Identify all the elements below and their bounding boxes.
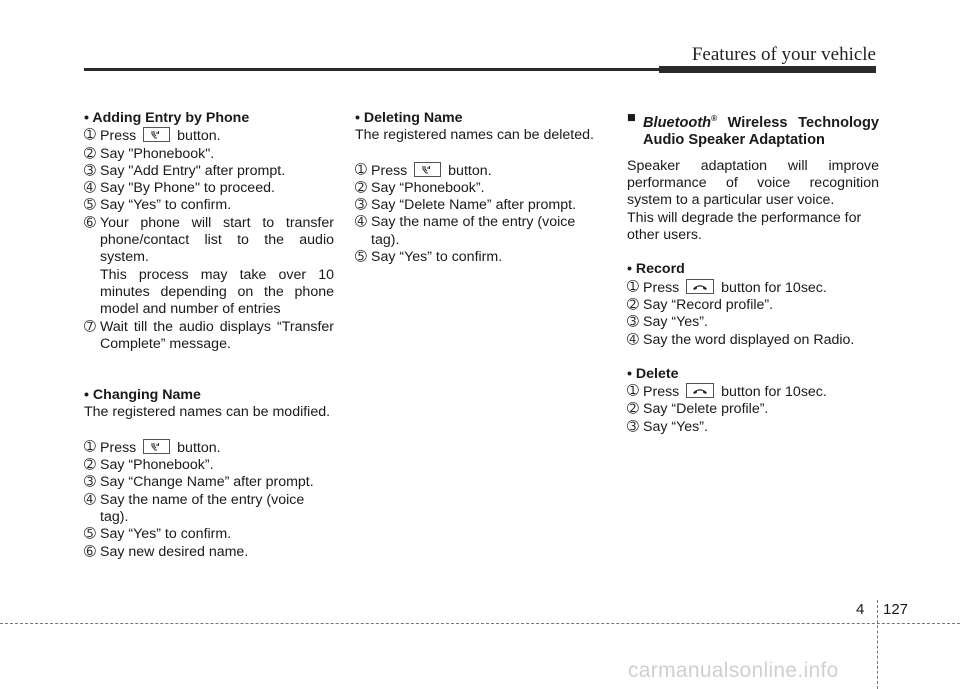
- voice-talk-icon: [143, 127, 170, 142]
- changing-step-4: ➃ Say the name of the entry (voice tag).: [84, 491, 305, 525]
- adding-step-7: ➆ Wait till the audio displays “Transfer Complete” message.: [84, 318, 334, 352]
- changing-step-2: ➁ Say “Phonebook”.: [84, 457, 214, 474]
- phone-end-icon: [686, 383, 714, 398]
- page-number: 127: [883, 601, 909, 618]
- phone-end-icon: [686, 279, 714, 294]
- adding-entry-heading: • Adding Entry by Phone: [84, 110, 250, 126]
- changing-step-5: ➄ Say “Yes” to confirm.: [84, 526, 232, 543]
- section-header-title: Features of your vehicle: [691, 44, 876, 65]
- changing-intro: The registered names can be modified.: [84, 404, 331, 421]
- delete-step-3: ➂ Say “Yes”.: [627, 418, 708, 435]
- column-2: [355, 110, 605, 266]
- adding-step-1: ➀ Press button.: [84, 127, 221, 145]
- delete-heading: • Delete: [627, 365, 679, 382]
- delete-step-2: ➁ Say “Delete profile”.: [627, 401, 769, 418]
- footer-rule: [0, 623, 960, 624]
- changing-name-heading: • Changing Name: [84, 387, 201, 404]
- deleting-intro: The registered names can be deleted.: [355, 127, 594, 144]
- deleting-step-2: ➁ Say “Phonebook”.: [355, 179, 485, 196]
- record-heading: • Record: [627, 261, 685, 278]
- adding-step-4: ➃ Say "By Phone" to proceed.: [84, 180, 275, 197]
- delete-step-1: ➀ Press button for 10sec.: [627, 383, 827, 401]
- record-step-2: ➁ Say “Record profile”.: [627, 296, 774, 313]
- changing-step-1: ➀ Press button.: [84, 438, 221, 456]
- header-rule-tab: [659, 66, 876, 73]
- record-step-1: ➀ Press button for 10sec.: [627, 278, 827, 296]
- deleting-name-heading: • Deleting Name: [355, 110, 463, 126]
- adaptation-intro-1: Speaker adaptation will improve performance of voice recognition system to a particular user voice.: [627, 157, 879, 209]
- adding-note: This process may take over 10 minutes depending on the phone model and number of entries: [100, 266, 334, 318]
- speaker-adaptation-heading: ■ Bluetooth® Wireless Technology Audio Speaker Adaptation: [627, 110, 879, 148]
- deleting-step-3: ➂ Say “Delete Name” after prompt.: [355, 197, 577, 214]
- changing-step-3: ➂ Say “Change Name” after prompt.: [84, 474, 314, 491]
- chapter-number: 4: [856, 601, 865, 618]
- adding-step-5: ➄ Say “Yes” to confirm.: [84, 197, 232, 214]
- adding-step-6: ➅ Your phone will start to transfer phone/contact list to the audio system.: [84, 214, 334, 266]
- adding-step-3: ➂ Say "Add Entry" after prompt.: [84, 162, 286, 179]
- deleting-step-1: ➀ Press button.: [355, 161, 492, 179]
- header-rule: [84, 68, 659, 71]
- deleting-step-5: ➄ Say “Yes” to confirm.: [355, 249, 503, 266]
- column-3: [627, 110, 879, 436]
- footer-divider: [877, 600, 878, 689]
- voice-talk-icon: [414, 162, 441, 177]
- column-1: [84, 110, 334, 561]
- record-step-4: ➃ Say the word displayed on Radio.: [627, 331, 855, 348]
- voice-talk-icon: [143, 439, 170, 454]
- changing-step-6: ➅ Say new desired name.: [84, 543, 249, 560]
- record-step-3: ➂ Say “Yes”.: [627, 314, 708, 331]
- deleting-step-4: ➃ Say the name of the entry (voice tag).: [355, 214, 576, 248]
- watermark: carmanualsonline.info: [628, 659, 839, 682]
- adaptation-intro-2: This will degrade the performance for other users.: [627, 209, 862, 244]
- adding-step-2: ➁ Say "Phonebook".: [84, 145, 215, 162]
